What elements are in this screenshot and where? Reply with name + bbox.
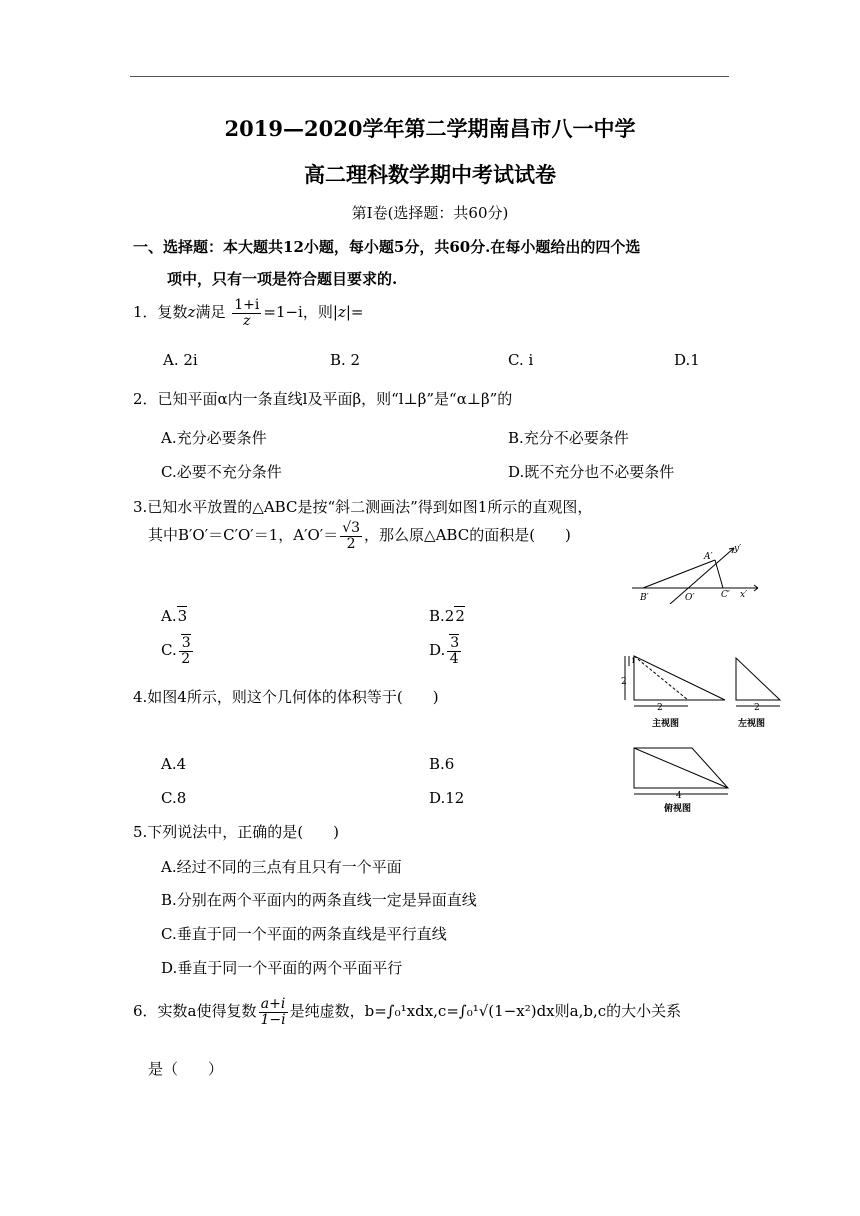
- q5-option-c: C.垂直于同一个平面的两条直线是平行直线: [161, 925, 447, 943]
- q1-option-d: D.1: [674, 351, 700, 369]
- q5-option-a: A.经过不同的三点有且只有一个平面: [161, 858, 402, 876]
- dim-top-width: 4: [676, 791, 682, 801]
- exam-title-line2: 高二理科数学期中考试试卷: [304, 162, 556, 187]
- question-3-line1: 3.已知水平放置的△ABC是按“斜二测画法”得到如图1所示的直观图，: [133, 498, 593, 516]
- q2-option-a: A.充分必要条件: [161, 429, 267, 447]
- dim-front-height: 2: [621, 677, 627, 687]
- q4-option-c: C.8: [161, 789, 187, 807]
- label-c-prime: C′: [721, 590, 730, 600]
- exam-title-line1: 2019—2020学年第二学期南昌市八一中学: [224, 116, 636, 141]
- q4-option-b: B.6: [429, 755, 455, 773]
- question-2: 2．已知平面α内一条直线l及平面β，则“l⊥β”是“α⊥β”的: [133, 390, 513, 408]
- section-heading: 第Ⅰ卷(选择题：共60分): [351, 204, 509, 222]
- q6-fraction: $\frac{a+i}{1-i}$: [260, 996, 286, 1028]
- q2-option-d: D.既不充分也不必要条件: [508, 463, 675, 481]
- front-view-label: 主视图: [652, 719, 680, 729]
- header-rule: [130, 76, 729, 77]
- dim-front-small: 1: [631, 657, 636, 665]
- q2-option-c: C.必要不充分条件: [161, 463, 282, 481]
- q1-option-b: B. 2: [330, 351, 361, 369]
- dim-side-width: 2: [754, 703, 760, 713]
- label-o-prime: O′: [685, 593, 695, 603]
- q1-option-c: C. i: [508, 351, 534, 369]
- top-view-label: 俯视图: [664, 804, 692, 814]
- label-a-prime: A′: [704, 552, 713, 562]
- q3-oblique-figure: [630, 538, 760, 604]
- label-x-prime: x′: [740, 590, 748, 600]
- question-1: 1．复数z满足 $\frac{1+i}{z}$ =1−i，则|z|=: [133, 297, 364, 329]
- q1-fraction: $\frac{1+i}{z}$: [234, 297, 260, 329]
- question-4: 4.如图4所示，则这个几何体的体积等于( ): [133, 688, 439, 706]
- question-5: 5.下列说法中，正确的是( ): [133, 823, 340, 841]
- q5-option-b: B.分别在两个平面内的两条直线一定是异面直线: [161, 891, 477, 909]
- q3-option-d: D. $\frac{3}{4}$: [429, 635, 460, 667]
- question-3-line2: 其中B′O′＝C′O′＝1，A′O′＝ $\frac{√3}{2}$ ，那么原△ABC的面积是( ): [148, 520, 571, 552]
- q4-option-d: D.12: [429, 789, 465, 807]
- q5-option-d: D.垂直于同一个平面的两个平面平行: [161, 959, 403, 977]
- q3-fraction: $\frac{√3}{2}$: [342, 520, 361, 552]
- part1-instructions-line1: 一、选择题：本大题共12小题，每小题5分，共60分.在每小题给出的四个选: [133, 238, 641, 256]
- q3-option-b: B.22: [429, 607, 465, 625]
- q4-three-view-figure: [620, 648, 790, 816]
- q1-option-a: A. 2i: [163, 351, 198, 369]
- q2-option-b: B.充分不必要条件: [508, 429, 629, 447]
- q3-option-c: C. $\frac{3}{2}$: [161, 635, 191, 667]
- dim-front-width: 2: [657, 703, 663, 713]
- question-6-line2: 是（ ）: [148, 1060, 224, 1078]
- label-y-prime: y′: [734, 544, 742, 554]
- label-b-prime: B′: [640, 593, 649, 603]
- part1-instructions-line2: 项中，只有一项是符合题目要求的.: [167, 270, 398, 288]
- q3-option-a: A.3: [161, 607, 188, 625]
- question-6: 6．实数a使得复数 $\frac{a+i}{1-i}$ 是纯虚数，b=∫₀¹xdx,c=∫₀¹√(1−x²)dx则a,b,c的大小关系: [133, 996, 682, 1028]
- q4-option-a: A.4: [161, 755, 187, 773]
- side-view-label: 左视图: [738, 719, 766, 729]
